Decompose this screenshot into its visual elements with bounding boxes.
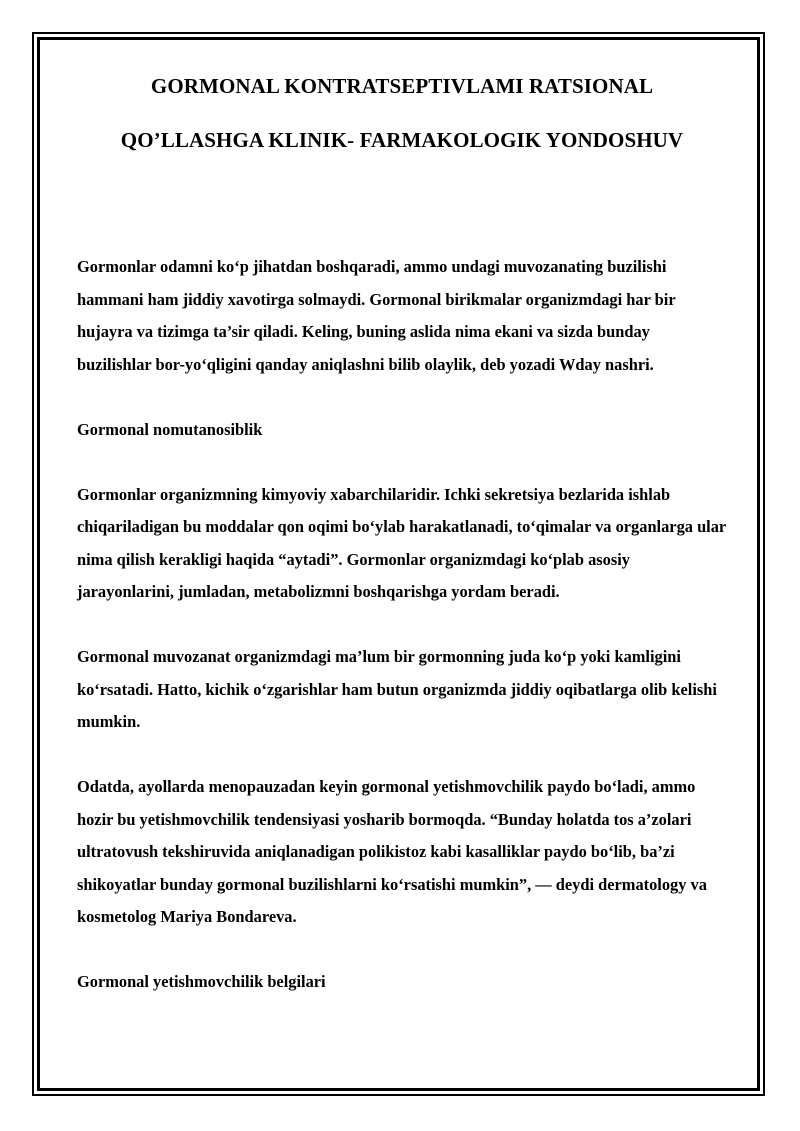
paragraph-hormonal-balance: Gormonal muvozanat organizmdagi ma’lum bir gormonning juda ko‘p yoki kamligini ko‘rsatadi. Hatto, kichik o‘zgarishlar ham butun organizmda jiddiy oqibatlarga olib kelishi mumkin. <box>77 647 717 731</box>
paragraph-hormones-messengers: Gormonlar organizmning kimyoviy xabarchilaridir. Ichki sekretsiya bezlarida ishlab chiqariladigan bu moddalar qon oqimi bo‘ylab harakatlanadi, to‘qimalar va organlarga ular nima qilish kerakligi haqida “aytadi”. Gormonlar organizmdagi ko‘plab asosiy jarayonlarini, jumladan, metabolizmni boshqarishga yordam beradi. <box>77 484 726 601</box>
paragraph-menopause: Odatda, ayollarda menopauzadan keyin gormonal yetishmovchilik paydo bo‘ladi, ammo hozir bu yetishmovchilik tendensiyasi yosharib bormoqda. “Bunday holatda tos a’zolari ultratovush tekshiruvida aniqlanadigan polikistoz kabi kasalliklar paydo bo‘lib, ba’zi shikoyatlar bunday gormonal buzilishlarni ko‘rsatishi mumkin”, — deydi dermatology va kosmetolog Mariya Bondareva. <box>77 777 707 926</box>
paragraph-intro: Gormonlar odamni ko‘p jihatdan boshqaradi, ammo undagi muvozanating buzilishi hammani ham jiddiy xavotirga solmaydi. Gormonal birikmalar organizmdagi har bir hujayra va tizimga ta’sir qiladi. Keling, buning aslida nima ekani va sizda bunday buzilishlar bor-yo‘qligini qanday aniqlashni bilib olaylik, deb yozadi Wday nashri. <box>77 257 676 374</box>
section-heading-nomutanosiblik: Gormonal nomutanosiblik <box>77 419 263 439</box>
document-title-line-2: QO’LLASHGA KLINIK- FARMAKOLOGIK YONDOSHUV <box>120 128 684 152</box>
document-body <box>77 72 727 999</box>
document-title-line-1: GORMONAL KONTRATSEPTIVLAMI RATSIONAL <box>150 74 654 98</box>
section-heading-belgilari: Gormonal yetishmovchilik belgilari <box>77 972 326 991</box>
